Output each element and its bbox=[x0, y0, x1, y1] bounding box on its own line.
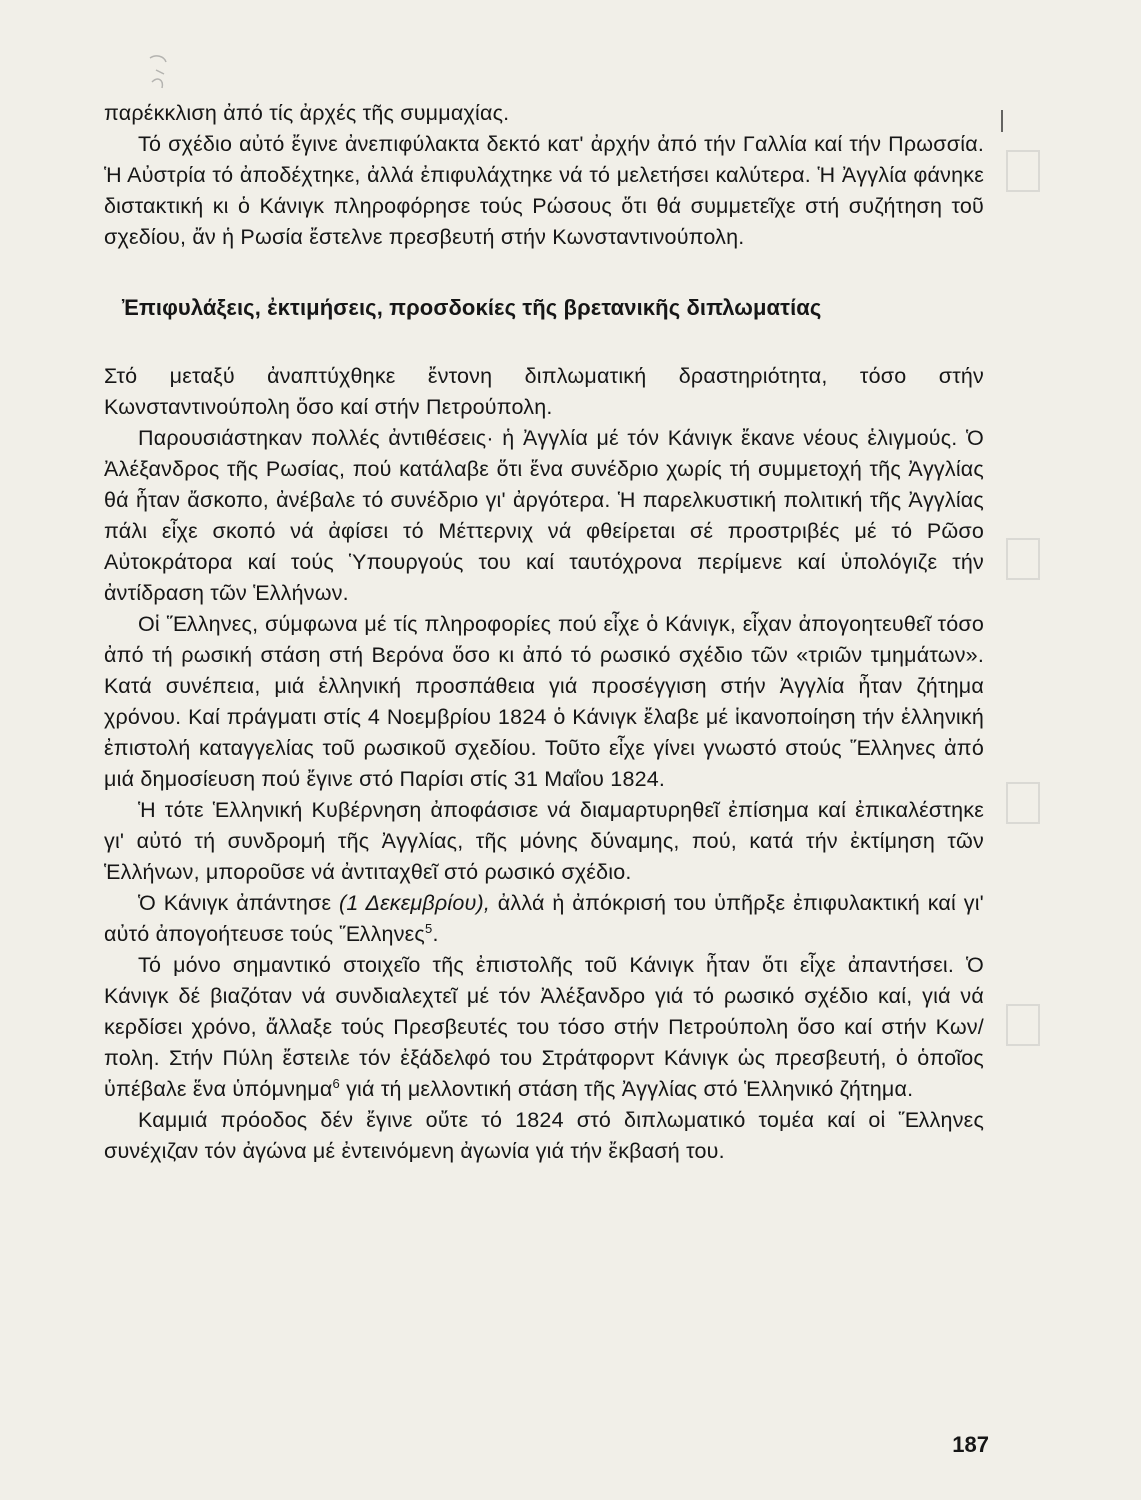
paragraph: Καμμιά πρόοδος δέν ἔγινε οὔτε τό 1824 στό διπλωματικό τομέα καί οἱ Ἕλληνες συνέχιζαν τόν ἀγώνα μέ ἐντεινόμενη ἀγωνία γιά τήν ἔκβασή του. bbox=[104, 1108, 984, 1163]
footnote-ref: 6 bbox=[332, 1075, 340, 1091]
paragraph-important bbox=[104, 950, 984, 1105]
text-run: Τό μόνο σημαντικό στοιχεῖο τῆς ἐπιστολῆς τοῦ Κάνιγκ ἦταν ὅτι εἶχε ἀπαντήσει. Ὁ Κάνιγκ δέ βιαζόταν νά συνδιαλεχτεῖ μέ τόν Ἀλέξανδρο γιά τό ρωσικό σχέδιο καί, γιά νά κερδίσει χρόνο, ἄλλαξε τούς Πρεσβευτές του τόσο στήν Πετρούπολη ὅσο καί στήν Κων/πολη. Στήν Πύλη ἔστειλε τόν ἐξάδελφό του Στράτφορντ Κάνιγκ ὡς πρεσβευτή, ὁ ὁποῖος ὑπέβαλε ἕνα ὑπόμνημα bbox=[104, 953, 984, 1101]
text-run: γιά τή μελλοντική στάση τῆς Ἀγγλίας στό Ἑλληνικό ζήτημα. bbox=[339, 1077, 914, 1101]
text-run: . bbox=[432, 922, 439, 946]
bleed-box-2 bbox=[1006, 538, 1040, 580]
paragraph: Ἡ τότε Ἑλληνική Κυβέρνηση ἀποφάσισε νά διαμαρτυρηθεῖ ἐπίσημα καί ἐπικαλέστηκε γι' αὐτό τή συνδρομή τῆς Ἀγγλίας, τῆς μόνης δύναμης, πού, κατά τήν ἐκτίμηση τῶν Ἑλλήνων, μποροῦσε νά ἀντιταχθεῖ στό ρωσικό σχέδιο. bbox=[104, 798, 984, 884]
text-run: ἀλλά ἡ ἀπόκρισή του ὑπῆρξε ἐπιφυλακτική καί γι' αὐτό ἀπογοήτευσε τούς Ἕλληνες bbox=[104, 891, 984, 946]
body-text bbox=[104, 98, 984, 1167]
bleed-box-4 bbox=[1006, 1004, 1040, 1046]
paragraph-kaning-reply bbox=[104, 888, 984, 950]
paragraph: Τό σχέδιο αὐτό ἔγινε ἀνεπιφύλακτα δεκτό κατ' ἀρχήν ἀπό τήν Γαλλία καί τήν Πρωσσία. Ἡ Αὐστρία τό ἀποδέχτηκε, ἀλλά ἐπιφυλάχτηκε νά τό μελετήσει καλύτερα. Ἡ Ἀγγλία φάνηκε διστακτική κι ὁ Κάνιγκ πληροφόρησε τούς Ρώσους ὅτι θά συμμετεῖχε στή συζήτηση τοῦ σχεδίου, ἄν ἡ Ρωσία ἔστελνε πρεσβευτή στήν Κωνσταντινούπολη. bbox=[104, 132, 984, 249]
bleed-box-3 bbox=[1006, 782, 1040, 824]
section-heading: Ἐπιφυλάξεις, ἐκτιμήσεις, προσδοκίες τῆς βρετανικῆς διπλωματίας bbox=[122, 295, 822, 320]
margin-mark bbox=[1001, 110, 1003, 132]
text-run: Ὁ Κάνιγκ ἀπάντησε bbox=[138, 891, 340, 915]
page-number: 187 bbox=[952, 1432, 989, 1457]
paragraph: Παρουσιάστηκαν πολλές ἀντιθέσεις· ἡ Ἀγγλία μέ τόν Κάνιγκ ἔκανε νέους ἑλιγμούς. Ὁ Ἀλέξανδρος τῆς Ρωσίας, πού κατάλαβε ὅτι ἕνα συνέδριο χωρίς τή συμμετοχή τῆς Ἀγγλίας θά ἦταν ἄσκοπο, ἀνέβαλε τό συνέδριο γι' ἀργότερα. Ἡ παρελκυστική πολιτική τῆς Ἀγγλίας πάλι εἶχε σκοπό νά ἀφίσει τό Μέττερνιχ νά φθείρεται σέ προστριβές μέ τό Ρῶσο Αὐτοκράτορα καί τούς Ὑπουργούς του καί ταυτόχρονα περίμενε καί ὑπολόγιζε τήν ἀντίδραση τῶν Ἑλλήνων. bbox=[104, 426, 984, 605]
date-italic: (1 Δεκεμβρίου), bbox=[339, 891, 491, 915]
paragraph: Οἱ Ἕλληνες, σύμφωνα μέ τίς πληροφορίες πού εἶχε ὁ Κάνιγκ, εἶχαν ἀπογοητευθεῖ τόσο ἀπό τή ρωσική στάση στή Βερόνα ὅσο κι ἀπό τό ρωσικό σχέδιο τῶν «τριῶν τμημάτων». Κατά συνέπεια, μιά ἑλληνική προσπάθεια γιά προσέγγιση στήν Ἀγγλία ἦταν ζήτημα χρόνου. Καί πράγματι στίς 4 Νοεμβρίου 1824 ὁ Κάνιγκ ἔλαβε μέ ἱκανοποίηση τήν ἑλληνική ἐπιστολή καταγγελίας τοῦ ρωσικοῦ σχεδίου. Τοῦτο εἶχε γίνει γνωστό στούς Ἕλληνες ἀπό μιά δημοσίευση πού ἔγινε στό Παρίσι στίς 31 Μαΐου 1824. bbox=[104, 612, 984, 791]
scan-mark-icon bbox=[146, 52, 174, 92]
paragraph: Στό μεταξύ ἀναπτύχθηκε ἔντονη διπλωματική δραστηριότητα, τόσο στήν Κωνσταντινούπολη ὅσο καί στήν Πετρούπολη. bbox=[104, 364, 984, 419]
footnote-ref: 5 bbox=[425, 920, 433, 936]
paragraph: παρέκκλιση ἀπό τίς ἀρχές τῆς συμμαχίας. bbox=[104, 101, 510, 125]
bleed-box-1 bbox=[1006, 150, 1040, 192]
